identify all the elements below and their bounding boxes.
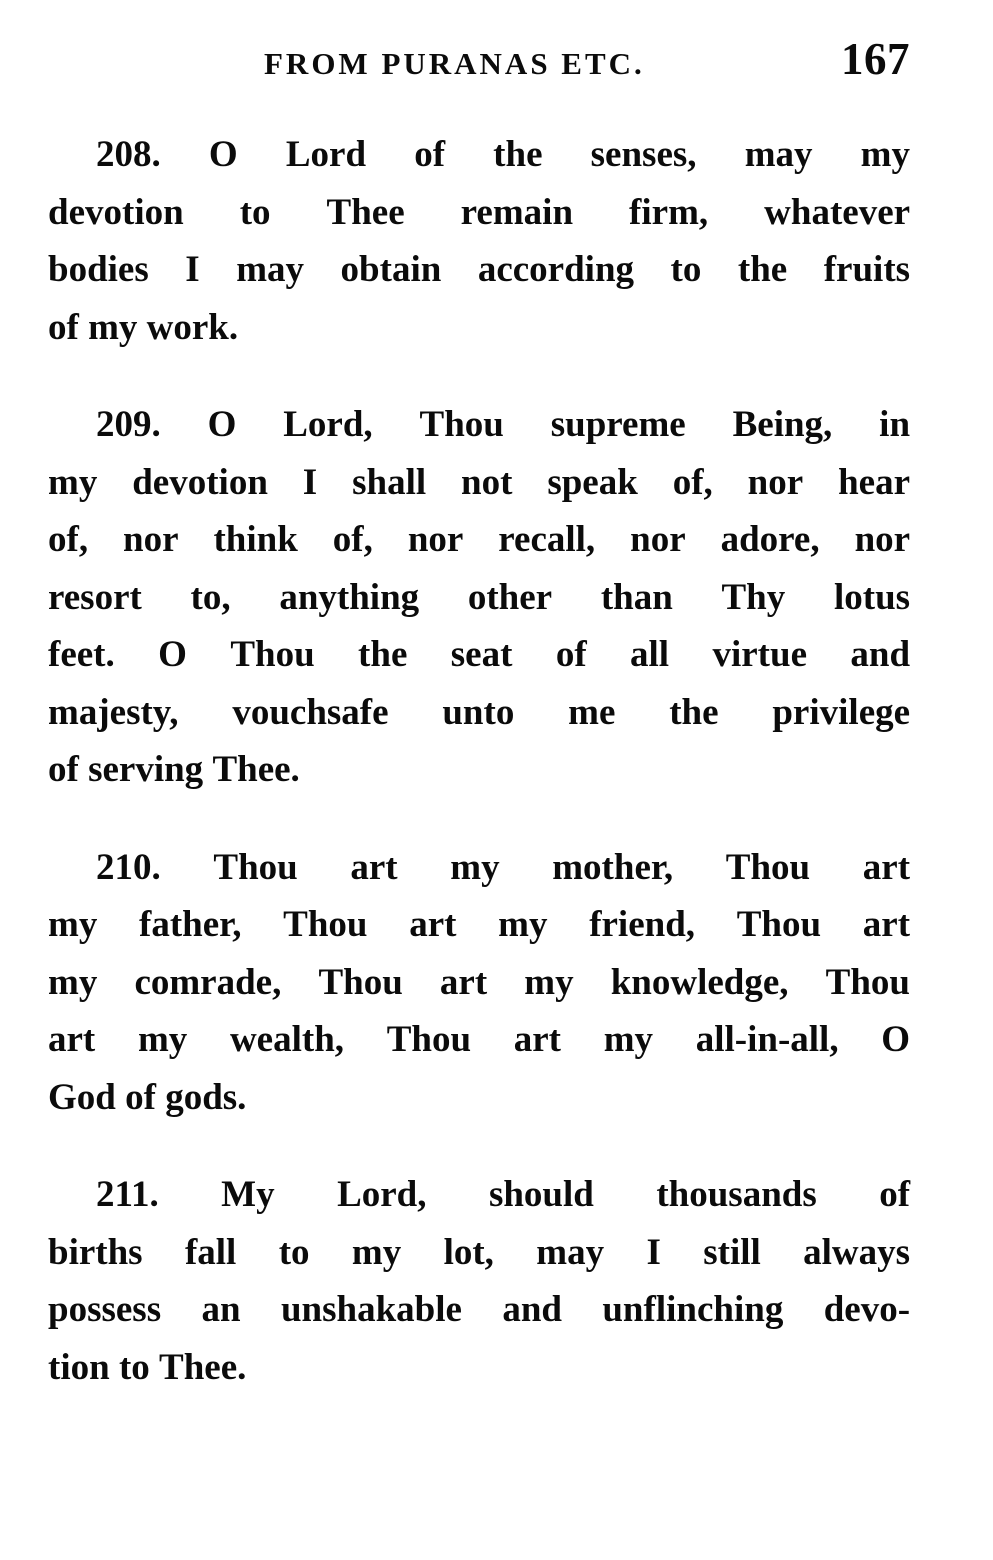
word: the [737,249,788,290]
word: nor [747,461,804,503]
word: and [502,1289,562,1330]
text-line [48,184,910,242]
word: hear [838,461,910,503]
word: gods. [165,1076,247,1118]
paragraph [48,1166,910,1396]
word: Thou [283,904,368,945]
word: art [513,1019,561,1060]
word: majesty, [48,691,179,733]
word: art [439,961,488,1003]
word: always [803,1231,911,1273]
word: of [555,634,587,675]
word: Thou [825,961,910,1003]
word: may [744,134,813,175]
word: of, [332,519,373,560]
body-text-block [48,126,910,1396]
word: whatever [764,191,911,233]
word: seat [450,634,513,675]
word: privilege [772,691,911,733]
text-line [48,1339,910,1397]
word: devotion [48,191,184,233]
header-title: FROM PURANAS ETC. [264,46,645,81]
paragraph [48,396,910,799]
text-line [48,454,910,512]
word: of [125,1076,156,1118]
word: of, [48,519,89,560]
word: Thee. [159,1346,247,1388]
word: the [493,134,543,175]
word: my [48,904,98,945]
text-line [48,741,910,799]
word: resort [48,576,142,618]
word: O [208,134,238,175]
word: my [48,461,98,503]
text-line [48,896,910,954]
paragraph-number: 209. [96,404,161,445]
word: Lord [285,134,367,175]
word: fruits [823,249,911,290]
word: other [467,576,553,618]
word: still [703,1231,761,1273]
word: my [48,961,98,1003]
text-line [48,1281,910,1339]
word: art [350,846,398,888]
text-line [48,684,910,742]
word: to [278,1231,310,1273]
word: Thy [721,576,786,618]
word: my [88,306,138,348]
word: Thee. [212,749,300,790]
word: Thou [213,846,298,888]
text-line [48,954,910,1012]
word: firm, [629,191,709,233]
word: Thou [386,1019,472,1060]
word: my [603,1019,654,1060]
word: I [302,461,318,503]
word: think [213,519,298,560]
word: to [670,249,702,290]
word: of [879,1174,911,1215]
word: Thee [326,191,405,233]
word: Thou [736,904,822,945]
paragraph-number: 210. [96,846,161,888]
word: anything [279,576,420,618]
word: adore, [720,519,820,560]
text-line [48,511,910,569]
word: unto [442,691,515,733]
text-line [48,1011,910,1069]
word: Thou [230,634,315,675]
word: my [498,904,548,945]
word: my [524,961,574,1003]
word: art [862,846,911,888]
word: of [48,306,79,348]
word: shall [352,461,427,503]
text-line [48,241,910,299]
page-number: 167 [841,34,910,84]
word: recall, [498,519,596,560]
word: My [221,1174,275,1215]
word: should [488,1174,594,1215]
word: supreme [550,404,686,445]
word: not [461,461,513,503]
word: obtain [340,249,442,290]
word: lotus [833,576,911,618]
word: bodies [48,249,149,290]
word: of [414,134,446,175]
text-line [48,126,910,184]
word: me [568,691,616,733]
word: nor [630,519,686,560]
word: my [450,846,500,888]
paragraph-number: 211. [96,1174,159,1215]
word: fall [184,1231,237,1273]
word: father, [139,904,242,945]
word: than [600,576,673,618]
word: my [351,1231,402,1273]
paragraph [48,126,910,356]
word: possess [48,1289,162,1330]
word: unshakable [280,1289,462,1330]
word: Thou [725,846,811,888]
word: devo- [823,1289,911,1330]
word: an [201,1289,241,1330]
word: art [862,904,911,945]
text-line [48,626,910,684]
word: O [207,404,237,445]
word: Lord, [283,404,373,445]
word: mother, [552,846,674,888]
word: Thou [318,961,403,1003]
word: work. [146,306,239,348]
word: vouchsafe [232,691,389,733]
word: friend, [589,904,696,945]
running-header [48,34,910,92]
word: I [185,249,200,290]
word: nor [407,519,464,560]
word: to [239,191,271,233]
word: remain [460,191,574,233]
word: comrade, [134,961,282,1003]
word: God [48,1076,116,1118]
word: my [860,134,910,175]
word: O [158,634,187,675]
word: all [630,634,670,675]
word: tion [48,1346,110,1388]
word: according [477,249,635,290]
word: may [536,1231,605,1273]
text-line [48,299,910,357]
word: art [48,1019,96,1060]
word: nor [854,519,911,560]
word: devotion [132,461,268,503]
word: all-in-all, [695,1019,839,1060]
word: thousands [656,1174,817,1215]
word: nor [123,519,179,560]
word: unflinching [602,1289,784,1330]
word: art [409,904,457,945]
word: the [669,691,719,733]
text-line [48,569,910,627]
word: of [48,749,79,790]
word: wealth, [229,1019,345,1060]
word: I [646,1231,661,1273]
word: Thou [419,404,504,445]
word: births [48,1231,143,1273]
text-line [48,396,910,454]
word: of, [672,461,713,503]
word: knowledge, [610,961,789,1003]
word: in [879,404,911,445]
word: Being, [732,404,833,445]
word: my [137,1019,188,1060]
word: the [358,634,408,675]
paragraph-number: 208. [96,134,161,175]
word: lot, [443,1231,494,1273]
word: and [850,634,911,675]
word: virtue [712,634,808,675]
text-line [48,839,910,897]
word: O [881,1019,911,1060]
word: to, [190,576,231,618]
word: may [236,249,305,290]
paragraph [48,839,910,1127]
text-line [48,1166,910,1224]
text-line [48,1069,910,1127]
word: Lord, [337,1174,427,1215]
word: speak [547,461,638,503]
text-line [48,1224,910,1282]
word: feet. [48,634,115,675]
word: to [118,1346,150,1388]
word: senses, [590,134,697,175]
word: serving [88,749,204,790]
